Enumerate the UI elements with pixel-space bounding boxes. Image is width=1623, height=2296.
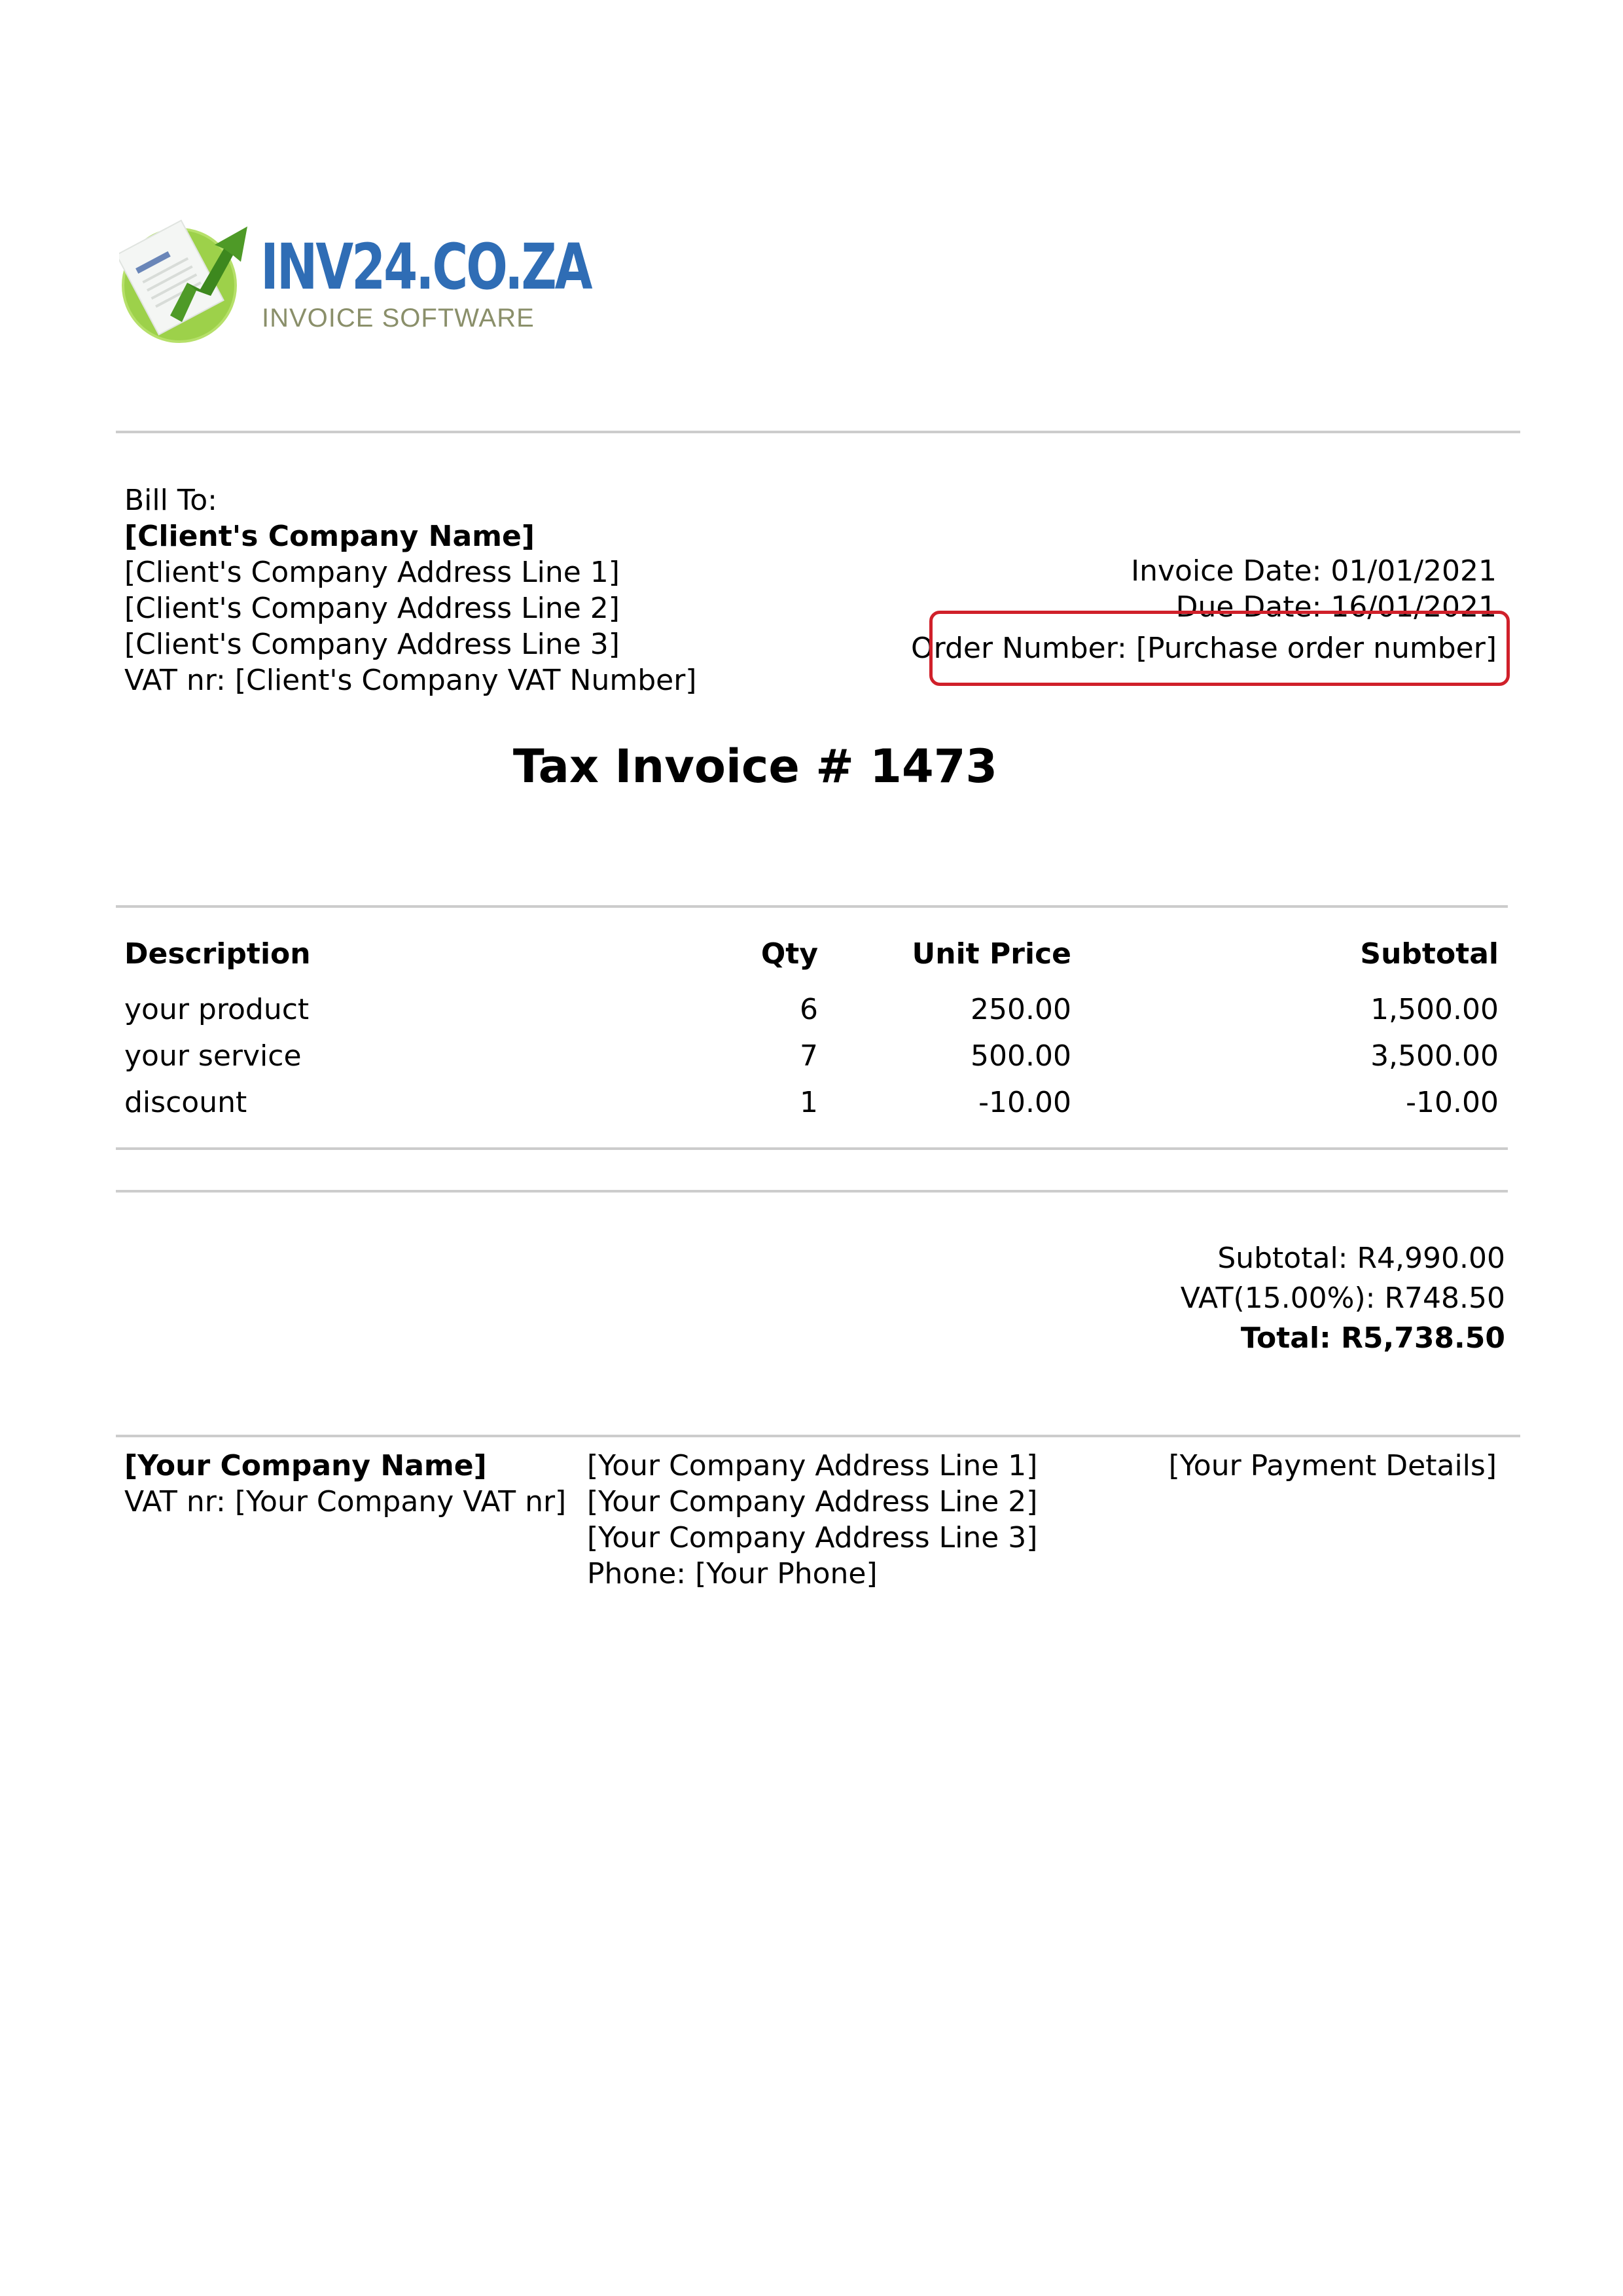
- item-subtotal: 1,500.00: [1370, 993, 1499, 1026]
- invoice-date: Invoice Date: 01/01/2021: [1131, 554, 1497, 588]
- company-logo: [116, 208, 591, 347]
- client-company-name: [Client's Company Name]: [124, 520, 535, 553]
- table-top-divider: [116, 905, 1508, 908]
- logo-tagline: INVOICE SOFTWARE: [262, 304, 535, 332]
- table-bottom-divider: [116, 1147, 1508, 1150]
- item-subtotal: 3,500.00: [1370, 1039, 1499, 1073]
- footer-payment-block: [1169, 1448, 1497, 1484]
- footer-divider: [116, 1435, 1520, 1437]
- bill-to-block: [124, 482, 696, 698]
- invoice-chart-icon: [119, 212, 250, 343]
- table-row: [124, 1038, 1499, 1085]
- your-address-line-3: [Your Company Address Line 3]: [587, 1521, 1038, 1554]
- invoice-title: Tax Invoice # 1473: [512, 740, 998, 793]
- header-unit-price: Unit Price: [912, 937, 1071, 971]
- bill-to-label: Bill To:: [124, 484, 217, 517]
- client-address-line-1: [Client's Company Address Line 1]: [124, 556, 620, 589]
- header-qty: Qty: [760, 937, 818, 971]
- item-subtotal: -10.00: [1406, 1086, 1499, 1119]
- header-subtotal: Subtotal: [1360, 937, 1499, 971]
- totals-top-divider: [116, 1190, 1508, 1193]
- your-address-line-1: [Your Company Address Line 1]: [587, 1449, 1038, 1482]
- your-company-vat: VAT nr: [Your Company VAT nr]: [124, 1485, 567, 1518]
- item-qty: 6: [800, 993, 818, 1026]
- item-unit-price: 500.00: [971, 1039, 1071, 1073]
- totals-vat: VAT(15.00%): R748.50: [1180, 1282, 1505, 1315]
- header-description: Description: [124, 937, 311, 971]
- your-address-line-2: [Your Company Address Line 2]: [587, 1485, 1038, 1518]
- logo-brand-text: INV24.CO.ZA: [260, 230, 591, 304]
- table-header-row: [124, 936, 1499, 992]
- client-address-line-3: [Client's Company Address Line 3]: [124, 628, 620, 661]
- item-qty: 1: [800, 1086, 818, 1119]
- item-description: discount: [124, 1086, 247, 1119]
- order-number: Order Number: [Purchase order number]: [911, 632, 1497, 665]
- totals-block: [1181, 1238, 1505, 1358]
- item-qty: 7: [800, 1039, 818, 1073]
- totals-grand-total: Total: R5,738.50: [1240, 1321, 1505, 1355]
- line-items-table: [124, 936, 1499, 1131]
- footer-company-block: [124, 1448, 566, 1520]
- footer-address-block: [587, 1448, 1037, 1592]
- your-payment-details: [Your Payment Details]: [1168, 1449, 1497, 1482]
- order-number-highlight: [929, 611, 1510, 686]
- due-date: Due Date: 16/01/2021: [1175, 590, 1497, 624]
- header-divider: [116, 431, 1520, 433]
- item-unit-price: 250.00: [971, 993, 1071, 1026]
- table-row: [124, 1085, 1499, 1131]
- item-unit-price: -10.00: [978, 1086, 1071, 1119]
- item-description: your product: [124, 993, 310, 1026]
- your-phone: Phone: [Your Phone]: [587, 1557, 878, 1590]
- your-company-name: [Your Company Name]: [124, 1449, 487, 1482]
- table-row: [124, 992, 1499, 1038]
- client-vat-number: VAT nr: [Client's Company VAT Number]: [124, 664, 697, 697]
- client-address-line-2: [Client's Company Address Line 2]: [124, 592, 620, 625]
- item-description: your service: [124, 1039, 302, 1073]
- totals-subtotal: Subtotal: R4,990.00: [1217, 1242, 1505, 1275]
